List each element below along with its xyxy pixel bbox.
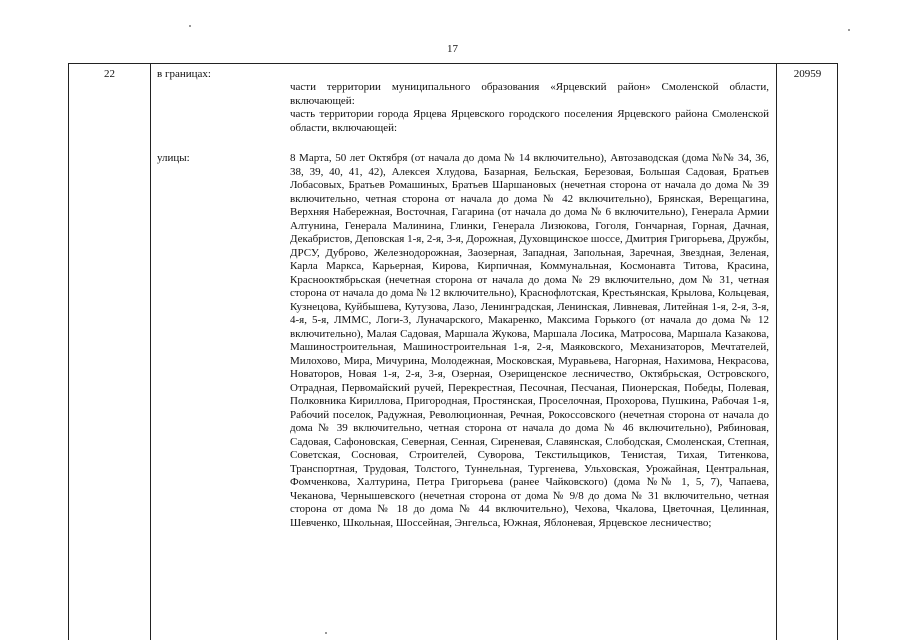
streets-text: 8 Марта, 50 лет Октября (от начала до дома № 14 включительно), Автозаводская (дома №№ 34, 36, 38, 39, 40, 41, 42), Алексея Хлудова, Базарная, Бельская, Березовая, Большая Садовая, Братьев Лобасовых, Братьев Ромашиных, Братьев Шаршановых (нечетная сторона от начала до дома № 39 включительно, четная сторона от начала до дома № 42 включительно), Брянская, Верещагина, Верхняя Набережная, Восточная, Гагарина (от начала до дома № 6 включительно), Генерала Армии Алтунина, Генерала Малинина, Глинки, Генерала Лизюкова, Гоголя, Гончарная, Горная, Дачная, Декабристов, Деповская 1-я, 2-я, 3-я, Дорожная, Духовщинское шоссе, Дмитрия Григорьева, Дружбы, ДРСУ, Дуброво, Железнодорожная, Заозерная, Западная, Запольная, Заречная, Звездная, Зеленая, Карла Маркса, Карьерная, Кирова, Кирпичная, Коммунальная, Космонавта Титова, Красина, Краснооктябрьская (нечетная сторона от начала до дома № 29 включительно, дом № 31, четная сторона от начала до дома № 12 включительно), Краснофлотская, Крестьянская, Крылова, Кольцевая, Кузнецова, Куйбышева, Кутузова, Лазо, Ленинградская, Ленинская, Ливневая, Литейная 1-я, 2-я, 3-я, 4-я, 5-я, ЛММС, Логи-3, Луначарского, Макаренко, Максима Горького (от начала до дома № 12 включительно), Малая Садовая, Маршала Жукова, Маршала Лосика, Матросова, Маршала Казакова, Машиностроительная, Машиностроительная 1-я, 2-я, Маяковского, Механизаторов, Мечтателей, Милохово, Мира, Мичурина, Молодежная, Московская, Муравьева, Нагорная, Нахимова, Некрасова, Новаторов, Новая 1-я, 2-я, 3-я, Озерная, Озерищенское лесничество, Октябрьская, Островского, Отрадная, Первомайский ручей, Перекрестная, Песочная, Песчаная, Пионерская, Победы, Полевая, Полковника Кириллова, Пригородная, Простянская, Проселочная, Прохорова, Пушкина, Рабочая 1-я, Рабочий поселок, Радужная, Революционная, Речная, Рокоссовского (нечетная сторона от начала до дома № 39 включительно, четная сторона от начала до дома № 46 включительно), Рябиновая, Садовая, Сафоновская, Северная, Сенная, Сиреневая, Славянская, Слободская, Смоленская, Степная, Советская, Сосновая, Строителей, Суворова, Текстильщиков, Тенистая, Тихая, Титенкова, Транспортная, Трудовая, Толстого, Туннельная, Тургенева, Ульховская, Урожайная, Центральная, Фомченкова, Халтурина, Петра Григорьева (ранее Чайковского) (дома №№ 1, 5, 7), Чапаева, Чеканова, Чернышевского (нечетная сторона от дома № 9/8 до дома № 31 включительно, четная сторона от дома № 18 до дома № 44 включительно), Чехова, Чкалова, Цветочная, Целинная, Шевченко, Школьная, Шоссейная, Энгельса, Южная, Яблоневая, Ярцевское лесничество; (290, 152, 769, 529)
row-number: 22 (104, 68, 115, 80)
streets-label: улицы: (157, 152, 190, 164)
scan-artifact (189, 25, 191, 27)
column-divider (150, 64, 151, 640)
scan-artifact (325, 632, 327, 634)
column-divider (776, 64, 777, 640)
boundaries-label: в границах: (157, 68, 211, 80)
territory-description (290, 81, 769, 135)
territory-line: часть территории города Ярцева Ярцевского городского поселения Ярцевского района Смоленской области, включающей: (290, 108, 769, 134)
territory-line: части территории муниципального образования «Ярцевский район» Смоленской области, включающей: (290, 81, 769, 107)
streets-list (290, 152, 769, 530)
boundaries-table (68, 63, 838, 640)
scan-artifact (848, 29, 850, 31)
page-number: 17 (447, 43, 458, 55)
population-count: 20959 (793, 68, 822, 80)
